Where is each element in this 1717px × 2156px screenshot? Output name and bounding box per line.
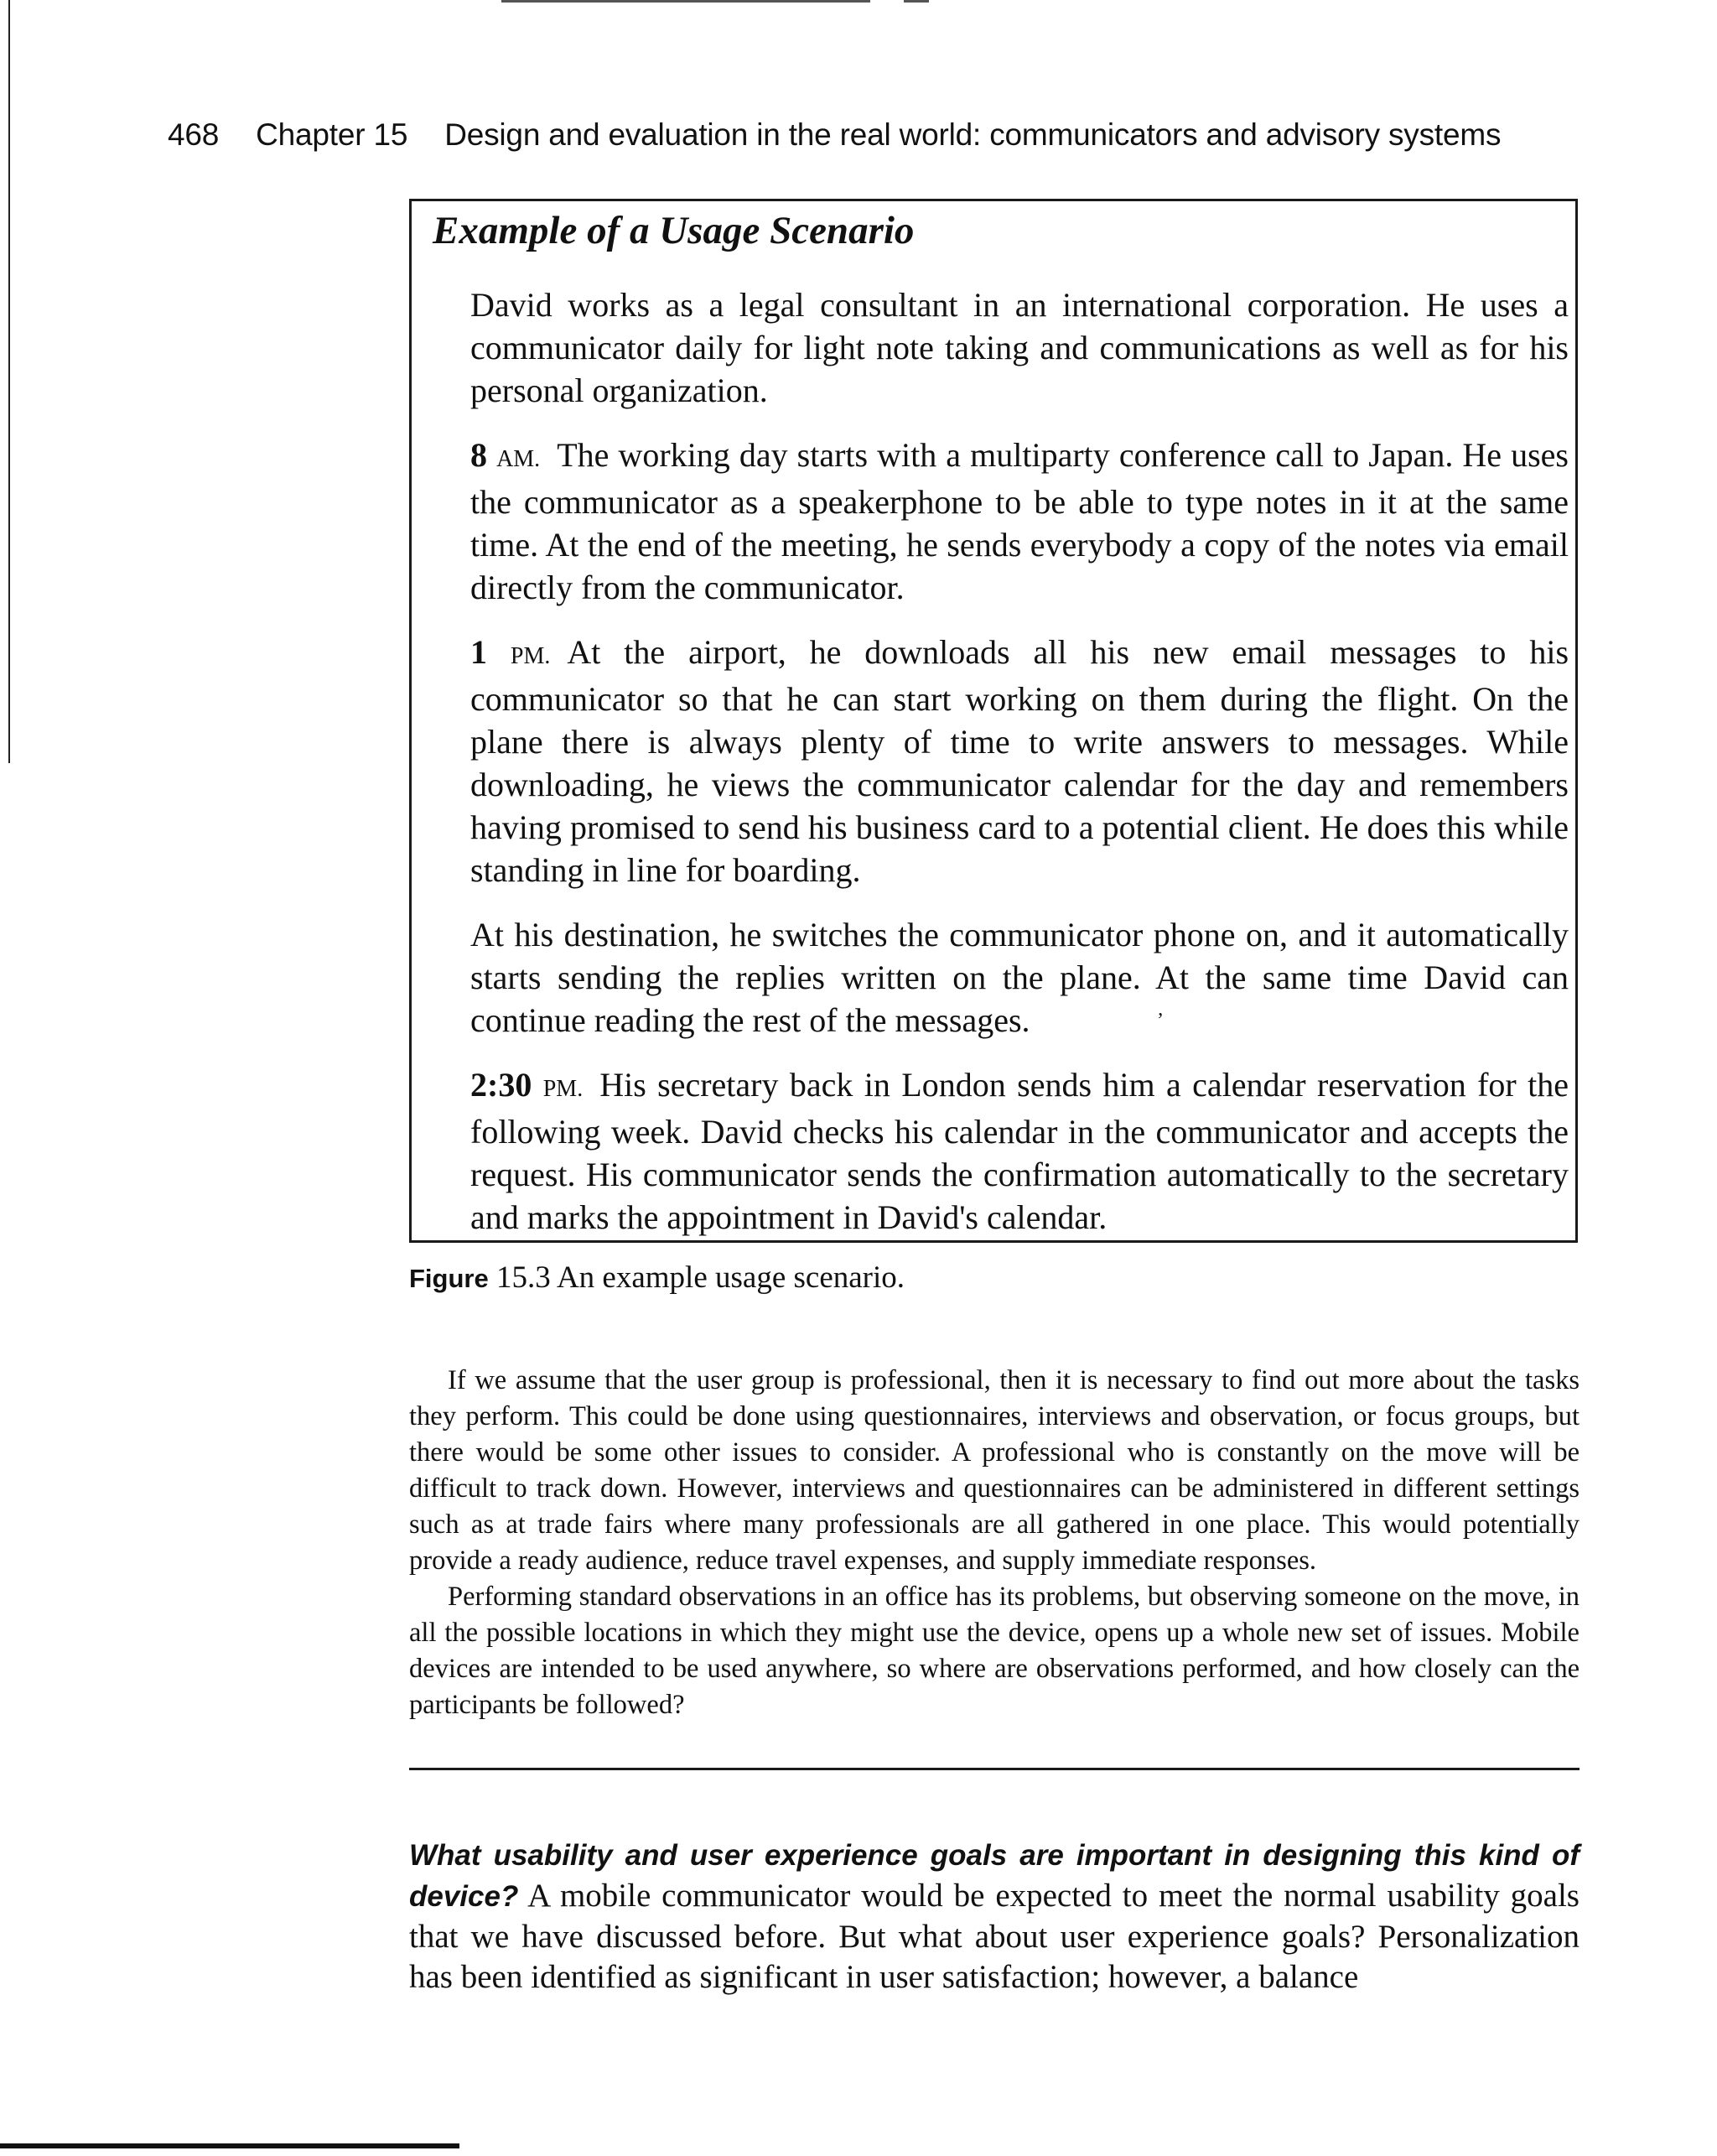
scenario-entry [470, 434, 1569, 609]
scan-bottom-mark [0, 2143, 459, 2148]
entry-time: 2:30 [470, 1066, 532, 1104]
question-text: A mobile communicator would be expected to meet the normal usability goals that we have discussed before. But what about user experience goals? Personalization has been identified as significant in user satisfaction; however, a balance [409, 1878, 1580, 1995]
body-paragraph: If we assume that the user group is professional, then it is necessary to find out more about the tasks they perform. This could be done using questionnaires, interviews and observation, or focus groups, but there would be some other issues to consider. A professional who is constantly on the move will be difficult to track down. However, interviews and questionnaires can be administered in different settings such as at trade fairs where many professionals are all gathered in one place. This would potentially provide a ready audience, reduce travel expenses, and supply immediate responses. [409, 1365, 1580, 1576]
body-text [409, 1363, 1580, 1723]
body-paragraph: Performing standard observations in an office has its problems, but observing someone on the move, in all the possible locations in which they might use the device, opens up a whole new set of issues. Mobile devices are intended to be used anywhere, so where are observations performed, and how closely can the participants be followed? [409, 1582, 1580, 1720]
scenario-destination: At his destination, he switches the communicator phone on, and it automatically starts sending the replies written on the plane. At the same time David can continue reading the rest of the messages. [470, 916, 1569, 1039]
entry-time: 1 [470, 633, 487, 671]
entry-text: At the airport, he downloads all his new email messages to his communicator so that he can start working on them during the flight. On the plane there is always plenty of time to write answers to messages. While downloading, he views the communicator calendar for the day and remembers having promised to send his business card to a potential client. He does this while standing in line for boarding. [470, 633, 1569, 889]
entry-text: His secretary back in London sends him a calendar reservation for the following week. David checks his calendar in the communicator and accepts the request. His communicator sends the confirmation automatically to the secretary and marks the appointment in David's calendar. [470, 1066, 1569, 1236]
figure-label: Figure [409, 1264, 489, 1293]
question-paragraph [409, 1835, 1580, 1998]
running-header [168, 117, 1593, 153]
figure-number: 15.3 [495, 1260, 551, 1295]
chapter-title: Design and evaluation in the real world: communicators and advisory systems [444, 117, 1502, 152]
scenario-body [470, 283, 1569, 1260]
scan-edge-line [8, 0, 10, 763]
entry-time: 8 [470, 436, 487, 474]
stray-mark: ’ [1157, 1010, 1164, 1031]
section-rule [409, 1768, 1580, 1770]
entry-period: PM. [510, 643, 551, 669]
entry-period: AM. [496, 446, 541, 472]
question-section [409, 1835, 1580, 1998]
scenario-entry [470, 1063, 1569, 1239]
entry-text: The working day starts with a multiparty conference call to Japan. He uses the communicator as a speakerphone to be able to type notes in it at the same time. At the end of the meeting, he sends everybody a copy of the notes via email directly from the communicator. [470, 436, 1569, 606]
box-title: Example of a Usage Scenario [433, 209, 915, 252]
page-number: 468 [168, 117, 220, 152]
scan-top-mark [904, 0, 929, 3]
scenario-entry [470, 631, 1569, 891]
figure-caption [409, 1260, 905, 1296]
scenario-intro: David works as a legal consultant in an international corporation. He uses a communicator daily for light note taking and communications as well as for his personal organization. [470, 286, 1569, 409]
scan-top-mark [501, 0, 870, 3]
entry-period: PM. [542, 1076, 584, 1102]
chapter-label: Chapter 15 [256, 117, 408, 152]
question-heading: What usability and user experience goals are important in designing this kind of device? [409, 1839, 1580, 1913]
figure-caption-text: An example usage scenario. [556, 1260, 905, 1295]
